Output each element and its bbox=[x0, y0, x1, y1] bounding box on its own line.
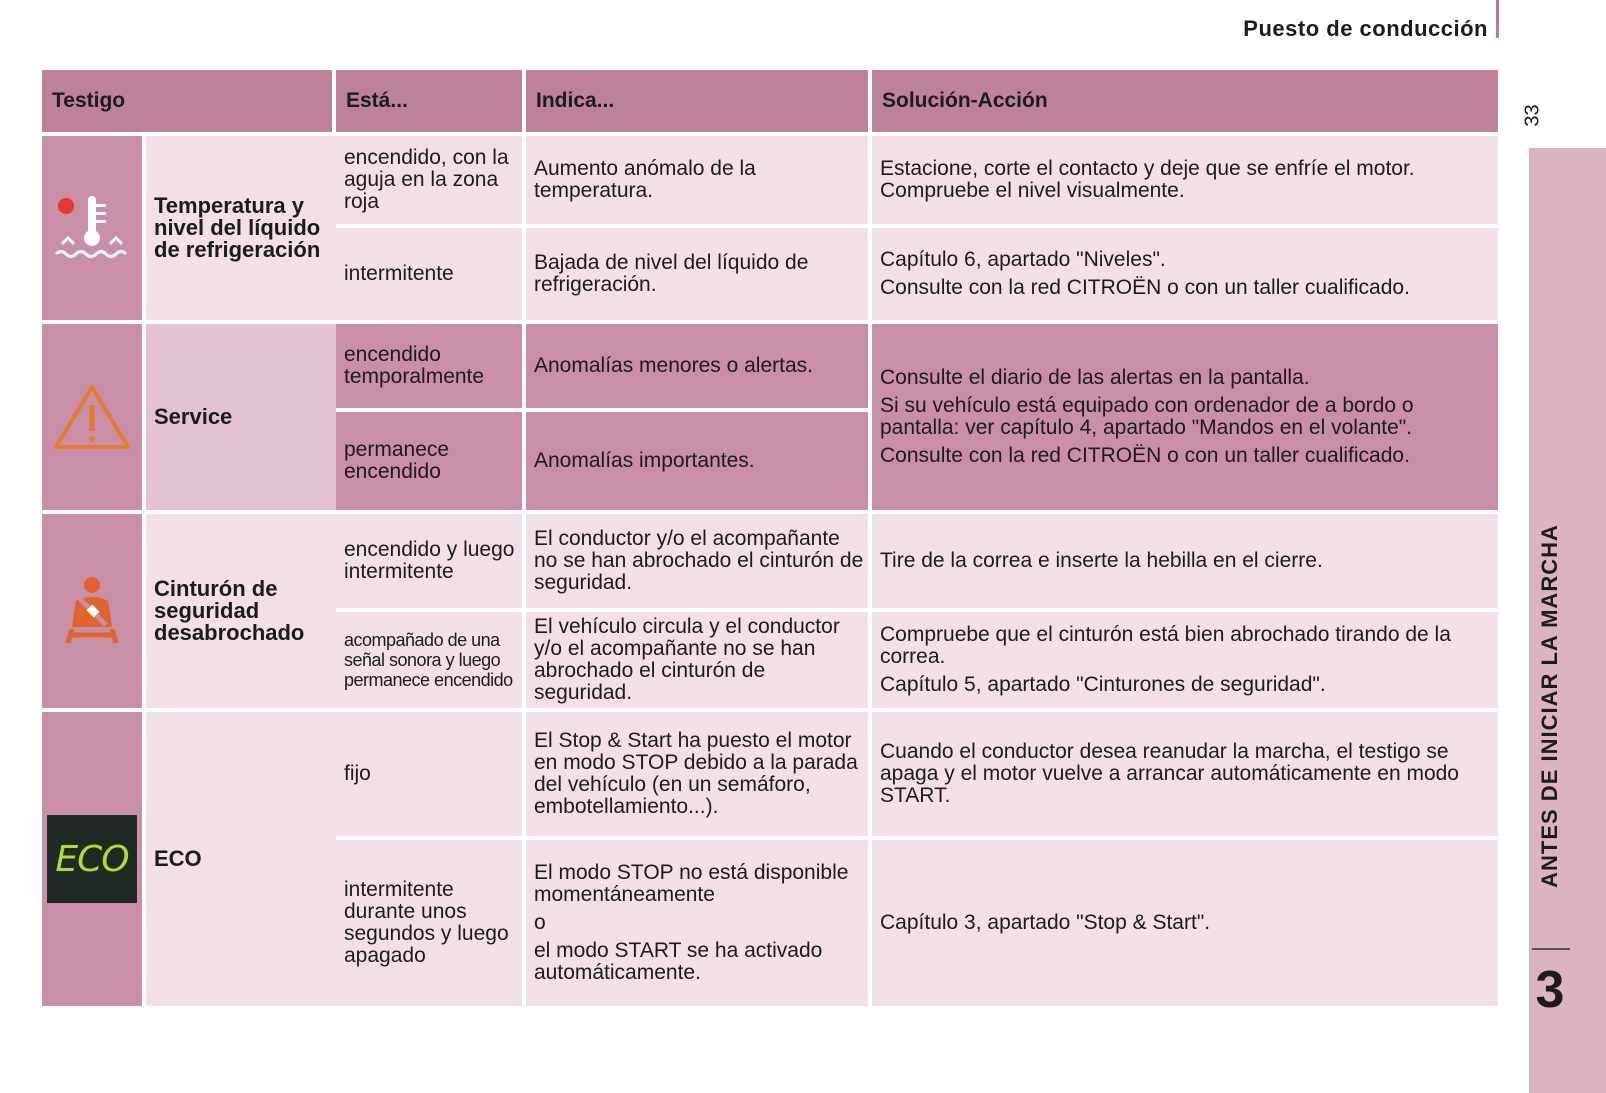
eco-r1-indica: El Stop & Start ha puesto el motor en modo STOP debido a la parada del vehículo (en un semáforo, embotellamiento...). bbox=[526, 712, 868, 836]
eco-r1-esta: fijo bbox=[336, 712, 522, 836]
header-esta: Está... bbox=[336, 70, 522, 132]
temp-r1-solucion: Estacione, corte el contacto y deje que se enfríe el motor. Compruebe el nivel visualmente. bbox=[872, 136, 1498, 224]
belt-r1-esta: encendido y luego intermitente bbox=[336, 514, 522, 608]
eco-r2-solucion: Capítulo 3, apartado "Stop & Start". bbox=[872, 840, 1498, 1006]
side-tab-rule bbox=[1532, 948, 1570, 950]
temp-r2-solucion: Capítulo 6, apartado "Niveles". Consulte con la red CITROËN o con un taller cualificado. bbox=[872, 228, 1498, 320]
side-tab-title: ANTES DE INICIAR LA MARCHA bbox=[1537, 523, 1562, 888]
eco-r1-solucion: Cuando el conductor desea reanudar la marcha, el testigo se apaga y el motor vuelve a arrancar automáticamente en modo START. bbox=[872, 712, 1498, 836]
belt-r1-solucion: Tire de la correa e inserte la hebilla en el cierre. bbox=[872, 514, 1498, 608]
chapter-number: 3 bbox=[1535, 961, 1565, 1019]
service-name: Service bbox=[146, 324, 336, 510]
page-header: Puesto de conducción bbox=[1243, 16, 1488, 41]
temperature-name: Temperatura y nivel del líquido de refrigeración bbox=[146, 136, 336, 320]
service-r2-esta: permanece encendido bbox=[336, 412, 522, 510]
page-number: 33 bbox=[1521, 104, 1544, 127]
seatbelt-name: Cinturón de seguridad desabrochado bbox=[146, 514, 336, 708]
temp-r2-esta: intermitente bbox=[336, 228, 522, 320]
warning-lights-table bbox=[42, 70, 1498, 1030]
temp-r1-indica: Aumento anómalo de la temperatura. bbox=[526, 136, 868, 224]
eco-r2-esta: intermitente durante unos segundos y luego apagado bbox=[336, 840, 522, 1006]
temp-r2-indica: Bajada de nivel del líquido de refrigeración. bbox=[526, 228, 868, 320]
belt-r1-indica: El conductor y/o el acompañante no se han abrochado el cinturón de seguridad. bbox=[526, 514, 868, 608]
belt-r2-indica: El vehículo circula y el conductor y/o el acompañante no se han abrochado el cinturón de seguridad. bbox=[526, 612, 868, 708]
temp-r1-esta: encendido, con la aguja en la zona roja bbox=[336, 136, 522, 224]
eco-name: ECO bbox=[146, 712, 336, 1006]
belt-r2-esta: acompañado de una señal sonora y luego permanece encendido bbox=[336, 612, 522, 708]
header-indica: Indica... bbox=[526, 70, 868, 132]
service-solucion: Consulte el diario de las alertas en la pantalla. Si su vehículo está equipado con ordenador de a bordo o pantalla: ver capítulo 4, apartado "Mandos en el volante". Consulte con la red CITROËN o con un taller cualificado. bbox=[872, 324, 1498, 510]
header-testigo: Testigo bbox=[42, 70, 332, 132]
service-r1-indica: Anomalías menores o alertas. bbox=[526, 324, 868, 408]
seatbelt-icon bbox=[42, 514, 142, 708]
service-r1-esta: encendido temporalmente bbox=[336, 324, 522, 408]
header-solucion: Solución-Acción bbox=[872, 70, 1498, 132]
coolant-temperature-icon bbox=[42, 136, 142, 320]
service-r2-indica: Anomalías importantes. bbox=[526, 412, 868, 510]
belt-r2-solucion: Compruebe que el cinturón está bien abrochado tirando de la correa. Capítulo 5, apartado "Cinturones de seguridad". bbox=[872, 612, 1498, 708]
eco-icon: ECO bbox=[47, 815, 137, 903]
eco-icon-cell bbox=[42, 712, 142, 1006]
header-rule bbox=[1496, 0, 1499, 38]
eco-r2-indica: El modo STOP no está disponible momentáneamente o el modo START se ha activado automáticamente. bbox=[526, 840, 868, 1006]
warning-triangle-icon bbox=[42, 324, 142, 510]
